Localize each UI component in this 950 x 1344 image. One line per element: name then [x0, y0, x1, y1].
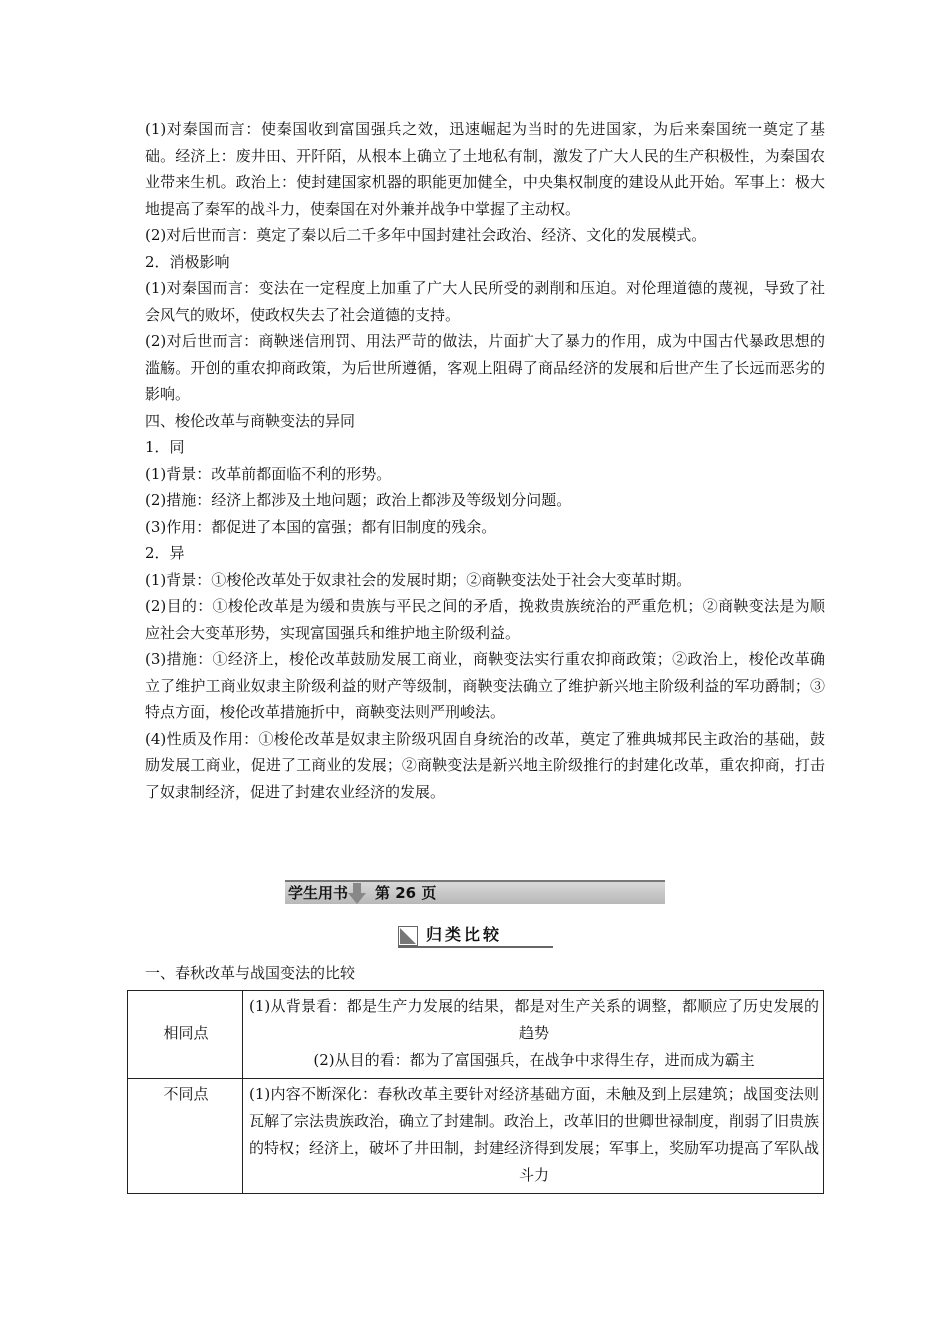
paragraph: (2)措施：经济上都涉及土地问题；政治上都涉及等级划分问题。	[145, 491, 572, 509]
compare-title: 一、春秋改革与战国变法的比较	[145, 964, 356, 982]
row-label: 相同点	[128, 991, 243, 1079]
heading-title: 归类比较	[426, 925, 503, 944]
table-row	[128, 1079, 824, 1194]
paragraph: (2)对后世而言：奠定了秦以后二千多年中国封建社会政治、经济、文化的发展模式。	[145, 226, 707, 244]
paragraph: (2)目的：①梭伦改革是为缓和贵族与平民之间的矛盾，挽救贵族统治的严重危机；②商鞅变法是为顺应社会大变革形势，实现富国强兵和维护地主阶级利益。	[145, 597, 825, 642]
section-heading-four: 四、梭伦改革与商鞅变法的异同	[145, 411, 356, 430]
row-content	[243, 991, 824, 1079]
paragraph: 1．同	[145, 438, 185, 456]
paragraph: (1)背景：①梭伦改革处于奴隶社会的发展时期；②商鞅变法处于社会大变革时期。	[145, 570, 692, 589]
paragraph: (1)对秦国而言：变法在一定程度上加重了广大人民所受的剥削和压迫。对伦理道德的蔑视，导致了社会风气的败坏，使政权失去了社会道德的支持。	[145, 279, 825, 324]
banner-bar	[285, 880, 665, 904]
content-line: (2)从目的看：都为了富国强兵，在战争中求得生存，进而成为霸主	[313, 1051, 755, 1069]
paragraph: (1)背景：改革前都面临不利的形势。	[145, 464, 392, 483]
paragraph: 2．消极影响	[145, 252, 230, 271]
content-line: (1)从背景看：都是生产力发展的结果，都是对生产关系的调整，都顺应了历史发展的趋势	[249, 997, 819, 1042]
banner-page-label: 第 26 页	[375, 884, 437, 902]
paragraph: 2．异	[145, 544, 185, 562]
table-row	[128, 991, 824, 1079]
row-content	[243, 1079, 824, 1194]
paragraph: (3)作用：都促进了本国的富强；都有旧制度的残余。	[145, 517, 497, 536]
banner-book-label: 学生用书	[288, 884, 349, 902]
paragraph: (3)措施：①经济上，梭伦改革鼓励发展工商业，商鞅变法实行重农抑商政策；②政治上，梭伦改革确立了维护工商业奴隶主阶级利益的财产等级制，商鞅变法确立了维护新兴地主阶级利益的军功爵制；③特点方面，梭伦改革措施折中，商鞅变法则严刑峻法。	[145, 650, 825, 721]
corner-triangle-icon	[398, 926, 418, 946]
comparison-table	[127, 990, 824, 1194]
paragraph: (2)对后世而言：商鞅迷信刑罚、用法严苛的做法，片面扩大了暴力的作用，成为中国古代暴政思想的滥觞。开创的重农抑商政策，为后世所遵循，客观上阻碍了商品经济的发展和后世产生了长远而恶劣的影响。	[145, 332, 825, 403]
heading-underline	[398, 946, 553, 948]
paragraph: (4)性质及作用：①梭伦改革是奴隶主阶级巩固自身统治的改革，奠定了雅典城邦民主政治的基础，鼓励发展工商业，促进了工商业的发展；②商鞅变法是新兴地主阶级推行的封建化改革，重农抑商，打击了奴隶制经济，促进了封建农业经济的发展。	[145, 729, 825, 801]
page-reference-banner	[285, 876, 665, 904]
down-arrow-icon	[347, 883, 367, 905]
paragraph: (1)对秦国而言：使秦国收到富国强兵之效，迅速崛起为当时的先进国家，为后来秦国统一奠定了基础。经济上：废井田、开阡陌，从根本上确立了土地私有制，激发了广大人民的生产积极性，为秦国农业带来生机。政治上：使封建国家机器的职能更加健全，中央集权制度的建设从此开始。军事上：极大地提高了秦军的战斗力，使秦国在对外兼并战争中掌握了主动权。	[145, 120, 825, 218]
body-text	[145, 116, 825, 805]
content-line: (1)内容不断深化：春秋改革主要针对经济基础方面，未触及到上层建筑；战国变法则瓦解了宗法贵族政治，确立了封建制。政治上，改革旧的世卿世禄制度，削弱了旧贵族的特权；经济上，破坏了井田制，封建经济得到发展；军事上，奖励军功提高了军队战斗力	[249, 1085, 820, 1184]
category-compare-heading	[398, 924, 558, 950]
row-label: 不同点	[128, 1079, 243, 1194]
